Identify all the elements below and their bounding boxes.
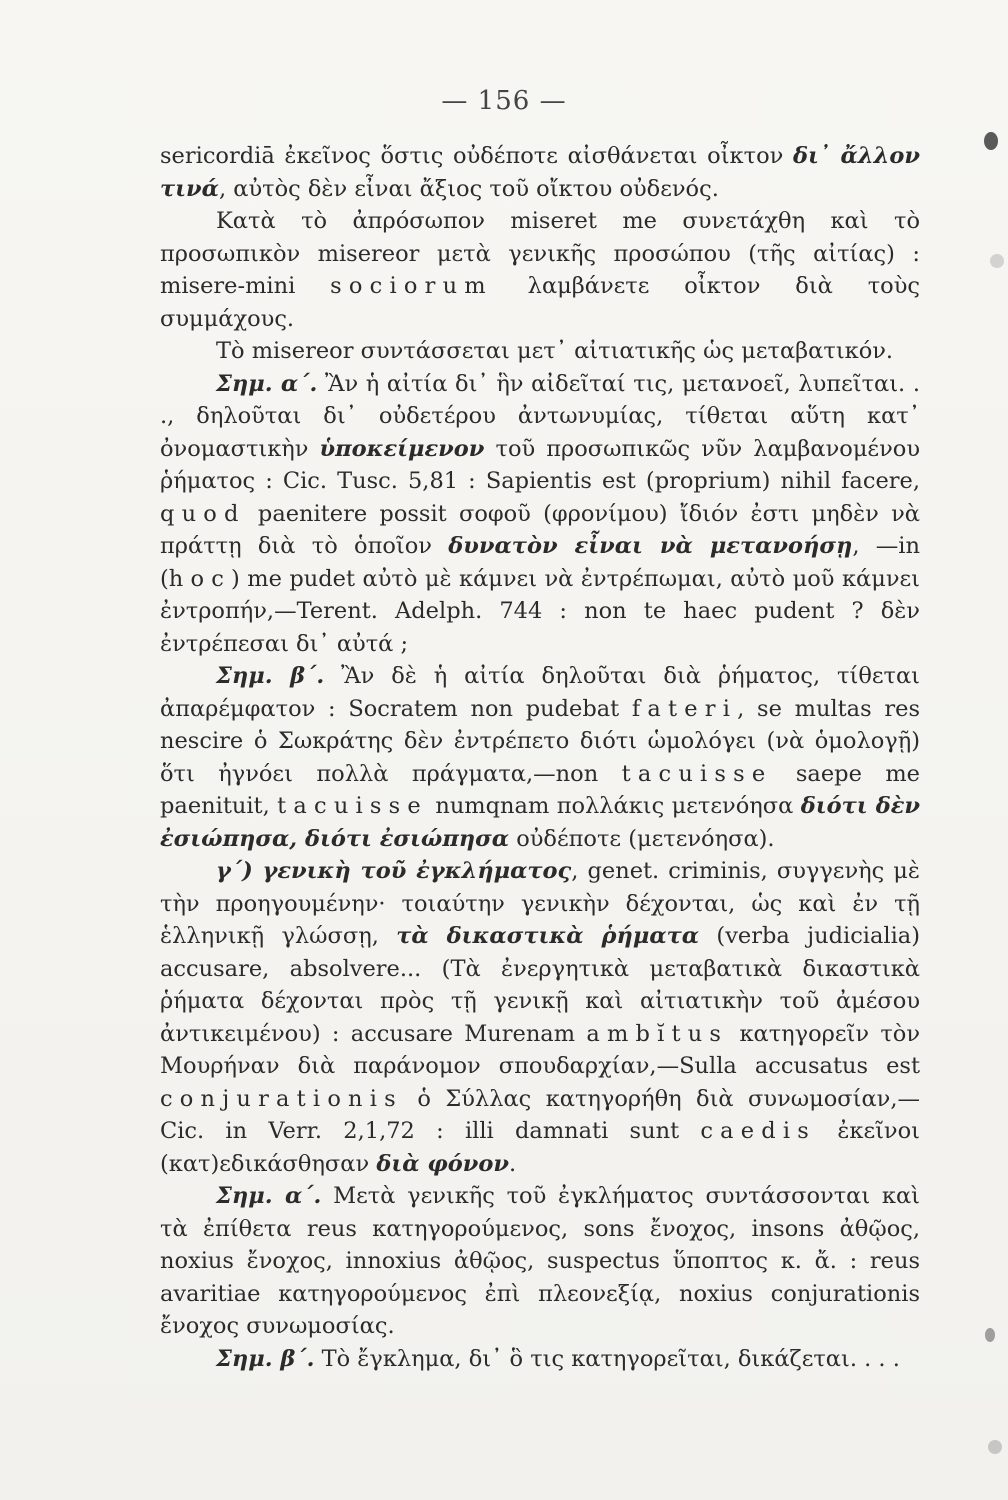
scan-mark	[990, 254, 1004, 268]
emphasis-text: Σημ. α΄.	[216, 1183, 322, 1209]
text-run: sericordiā ἐκεῖνος ὅστις οὐδέποτε αἰσθάνεται οἶκτον	[160, 143, 793, 169]
spaced-term: sociorum	[330, 273, 493, 299]
emphasis-text: τὰ δικαστικὰ ῥήματα	[396, 923, 700, 949]
text-run: Κατὰ τὸ ἀπρόσωπον miseret me συνετάχθη καὶ τὸ προσωπικὸν misereor μετὰ γενικῆς προσώπου (τῆς αἰτίας) : misere-mini	[160, 208, 920, 299]
emphasis-text: γ΄) γενικὴ τοῦ ἐγκλήματος	[216, 858, 572, 884]
spaced-term: fateri	[631, 695, 738, 722]
scan-mark	[985, 1328, 995, 1342]
text-run: , se multas res nescire ὁ Σωκράτης δὲν ἐντρέπετο διότι ὡμολόγει (νὰ ὁμολογῇ) ὅτι ἠγνόει πολλὰ πράγματα,—non	[160, 695, 920, 787]
paragraph-p4	[160, 368, 920, 661]
paragraph-p5	[160, 660, 920, 855]
spaced-term: ambĭtus	[586, 1020, 729, 1047]
text-run: Ἂν ἡ αἰτία δι᾽ ἣν αἰδεῖταί τις, μετανοεῖ, λυπεῖται. . ., δηλοῦται δι᾽ οὐδετέρου ἀντωνυμίας, τίθεται αὕτη κατ᾽ ὀνομαστικὴν	[160, 370, 920, 462]
page-text	[160, 140, 920, 1375]
spaced-term: tacuisse	[621, 760, 773, 787]
scan-mark	[984, 132, 998, 150]
text-run: , αὐτὸς δὲν εἶναι ἄξιος τοῦ οἴκτου οὐδενός.	[218, 175, 719, 202]
emphasis-text: δι᾽ ἄλλον τινά	[160, 143, 920, 202]
paragraph-p8	[160, 1343, 920, 1376]
text-run: , genet. criminis, συγγενὴς μὲ τὴν προηγουμένην· τοιαύτην γενικὴν δέχονται, ὡς καὶ ἐν τῇ ἑλληνικῇ γλώσσῃ,	[160, 858, 921, 949]
emphasis-text: δυνατὸν εἶναι νὰ μετανοήσῃ	[448, 533, 853, 559]
text-run: Ἂν δὲ ἡ αἰτία δηλοῦται διὰ ῥήματος, τίθεται ἀπαρέμφατον : Socratem non pudebat	[160, 663, 920, 722]
emphasis-text: Σημ. α΄.	[216, 370, 318, 397]
emphasis-text: Σημ. β΄.	[216, 663, 325, 689]
text-run: οὐδέποτε (μετενόησα).	[509, 825, 775, 852]
text-run: ἐκεῖνοι (κατ)εδικάσθησαν	[160, 1118, 920, 1177]
text-run: , —in (	[160, 533, 920, 592]
spaced-term: quod	[160, 500, 246, 527]
text-run: saepe me paenituit,	[160, 760, 920, 819]
text-run: (verba judicialia) accusare, absolvere... (Τὰ ἐνεργητικὰ μεταβατικὰ δικαστικὰ ῥήματα δέχονται πρὸς τῇ γενικῇ καὶ αἰτιατικὴν τοῦ ἀμέσου ἀντικειμένου) : accusare Murenam	[160, 923, 920, 1047]
text-run: τοῦ προσωπικῶς νῦν λαμβανομένου ῥήματος : Cic. Tusc. 5,81 : Sapientis est (proprium) nihil facere,	[160, 435, 920, 494]
page-number: — 156 —	[441, 86, 567, 116]
paragraph-p1	[160, 140, 920, 205]
spaced-term: caedis	[700, 1118, 817, 1144]
text-run: .	[508, 1150, 517, 1177]
emphasis-text: διὰ φόνον	[376, 1150, 509, 1177]
paragraph-p3	[160, 335, 920, 368]
scan-mark	[988, 1440, 1002, 1454]
emphasis-text: ὑποκείμενον	[319, 435, 485, 462]
emphasis-text: Σημ. β΄.	[216, 1345, 315, 1372]
text-run: Μετὰ γενικῆς τοῦ ἐγκλήματος συντάσσονται καὶ τὰ ἐπίθετα reus κατηγορούμενος, sons ἔνοχος, insons ἀθῷος, noxius ἔνοχος, innoxius ἀθῷος, suspectus ὕποπτος κ. ἄ. : reus avaritiae κατηγορούμενος ἐπὶ πλεονεξίᾳ, noxius conjurationis ἔνοχος συνωμοσίας.	[160, 1183, 920, 1339]
text-run: Τὸ ἔγκλημα, δι᾽ ὃ τις κατηγορεῖται, δικάζεται. . . .	[314, 1345, 900, 1372]
paragraph-p6	[160, 855, 920, 1180]
spaced-term: hoc	[168, 565, 232, 592]
text-run: numqnam πολλάκις μετενόησα	[427, 793, 801, 819]
spaced-term: conjurationis	[160, 1085, 403, 1112]
text-run: ὁ Σύλλας κατηγορήθη διὰ συνωμοσίαν,—Cic. in Verr. 2,1,72 : illi damnati sunt	[160, 1085, 920, 1144]
paragraph-p7	[160, 1180, 920, 1343]
paragraph-p2	[160, 205, 920, 335]
spaced-term: tacuisse	[277, 793, 428, 819]
emphasis-text: διότι δὲν ἐσιώπησα, διότι ἐσιώπησα	[160, 793, 920, 852]
text-run: paenitere possit σοφοῦ (φρονίμου) ἴδιόν ἐστι μηδὲν νὰ πράττῃ διὰ τὸ ὁποῖον	[160, 500, 920, 559]
text-run: λαμβάνετε οἶκτον διὰ τοὺς συμμάχους.	[160, 273, 920, 332]
text-run: κατηγορεῖν τὸν Μουρήναν διὰ παράνομον σπουδαρχίαν,—Sulla accusatus est	[160, 1020, 920, 1079]
text-run: ) me pudet αὐτὸ μὲ κάμνει νὰ ἐντρέπωμαι, αὐτὸ μοῦ κάμνει ἐντροπήν,—Terent. Adelph. 744 : non te haec pudent ? δὲν ἐντρέπεσαι δι᾽ αὐτά ;	[160, 565, 920, 657]
text-run: Τὸ misereor συντάσσεται μετ᾽ αἰτιατικῆς ὡς μεταβατικόν.	[216, 338, 894, 364]
